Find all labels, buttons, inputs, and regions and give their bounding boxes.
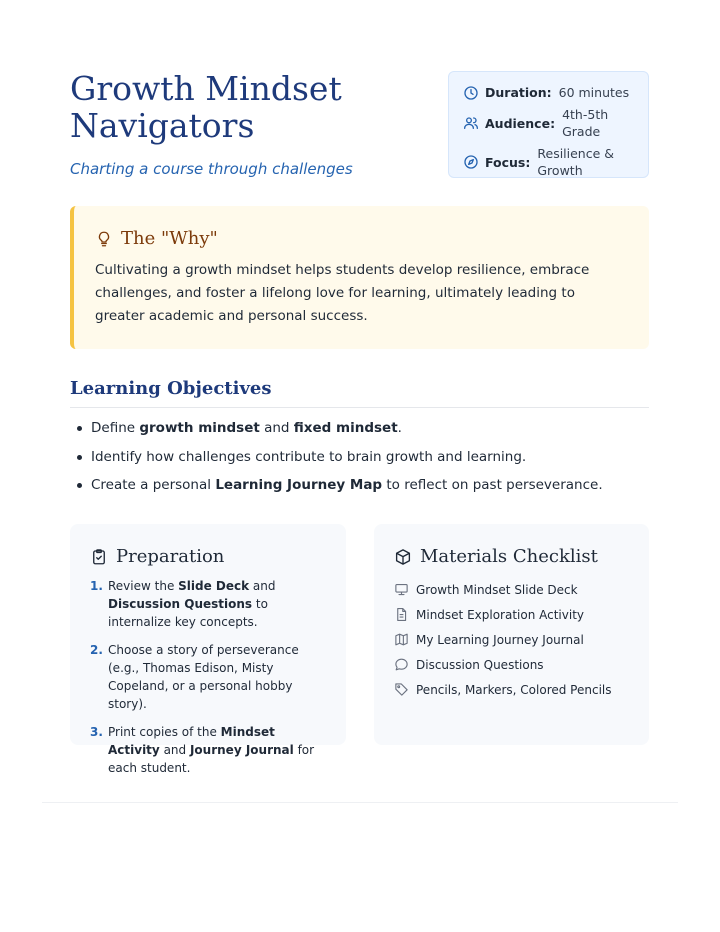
preparation-step xyxy=(90,641,326,713)
materials-list xyxy=(394,577,629,702)
material-item xyxy=(394,577,629,602)
objective-term: growth mindset xyxy=(139,420,260,436)
objective-term: fixed mindset xyxy=(293,420,398,436)
meta-focus xyxy=(463,145,634,179)
step-number: 3. xyxy=(90,725,103,739)
preparation-step xyxy=(90,723,326,777)
materials-title: Materials Checklist xyxy=(420,546,598,567)
objective-text: and xyxy=(259,420,294,436)
meta-audience-label: Audience: xyxy=(485,115,556,131)
compass-icon xyxy=(463,154,479,170)
preparation-header xyxy=(90,546,326,567)
objective-text: . xyxy=(397,420,402,436)
why-callout xyxy=(70,206,649,349)
map-icon xyxy=(394,632,409,647)
step-text-part: for each student. xyxy=(108,743,315,775)
objectives-title: Learning Objectives xyxy=(70,378,649,408)
meta-focus-label: Focus: xyxy=(485,154,531,170)
meta-duration-label: Duration: xyxy=(485,85,552,100)
step-number: 1. xyxy=(90,579,103,593)
step-text-part: and xyxy=(249,579,276,593)
document-icon xyxy=(394,607,409,622)
meta-duration-value: 60 minutes xyxy=(558,85,630,100)
material-label: Mindset Exploration Activity xyxy=(416,607,585,622)
lesson-meta-box xyxy=(448,71,649,178)
objective-item xyxy=(70,475,649,495)
materials-header xyxy=(394,546,629,567)
objective-item xyxy=(70,447,649,467)
why-text: Cultivating a growth mindset helps students develop resilience, embrace challenges, and foster a lifelong love for learning, ultimately leading to greater academic and personal success. xyxy=(95,262,590,324)
step-text xyxy=(108,723,326,777)
material-label: My Learning Journey Journal xyxy=(416,632,584,647)
step-term: Slide Deck xyxy=(178,579,250,593)
objective-text: Identify how challenges contribute to brain growth and learning. xyxy=(91,448,527,465)
users-icon xyxy=(463,115,479,131)
learning-objectives xyxy=(70,378,649,504)
objective-item xyxy=(70,418,649,438)
step-text xyxy=(108,641,326,713)
step-term: Journey Journal xyxy=(189,743,294,757)
tag-icon xyxy=(394,682,409,697)
objective-term: Learning Journey Map xyxy=(215,477,383,493)
material-item xyxy=(394,602,629,627)
objective-text: Define xyxy=(91,420,140,436)
preparation-title: Preparation xyxy=(116,546,225,567)
step-term: Mindset Activity xyxy=(108,725,275,757)
why-title: The "Why" xyxy=(121,228,218,249)
step-text-part: to internalize key concepts. xyxy=(108,597,268,629)
objectives-list xyxy=(70,418,649,495)
meta-audience-value: 4th-5th Grade xyxy=(562,107,609,139)
material-label: Pencils, Markers, Colored Pencils xyxy=(416,682,612,697)
preparation-card xyxy=(70,524,346,775)
clipboard-check-icon xyxy=(90,548,108,566)
objective-text: to reflect on past perseverance. xyxy=(382,477,603,493)
preparation-steps xyxy=(90,577,326,777)
clock-icon xyxy=(463,85,479,101)
step-text-part: Print copies of the xyxy=(108,725,221,739)
meta-focus-value: Resilience & Growth xyxy=(537,146,615,178)
page-title: Growth Mindset Navigators xyxy=(70,69,342,145)
footer-divider xyxy=(42,802,678,803)
page-subtitle: Charting a course through challenges xyxy=(70,160,353,178)
material-item xyxy=(394,627,629,652)
material-label: Discussion Questions xyxy=(416,657,544,672)
box-icon xyxy=(394,548,412,566)
meta-audience xyxy=(463,106,634,140)
materials-card xyxy=(374,524,649,745)
step-number: 2. xyxy=(90,643,103,657)
step-text-part: Choose a story of perseverance (e.g., Thomas Edison, Misty Copeland, or a personal hobby story). xyxy=(108,643,299,711)
material-label: Growth Mindset Slide Deck xyxy=(416,582,578,597)
step-text-part: Review the xyxy=(108,579,179,593)
chat-bubble-icon xyxy=(394,657,409,672)
material-item xyxy=(394,677,629,702)
preparation-step xyxy=(90,577,326,631)
why-header xyxy=(95,228,627,249)
step-text-part: and xyxy=(159,743,190,757)
material-item xyxy=(394,652,629,677)
step-term: Discussion Questions xyxy=(108,597,253,611)
objective-text: Create a personal xyxy=(91,477,216,493)
step-text xyxy=(108,577,326,631)
lightbulb-icon xyxy=(95,230,113,248)
meta-duration xyxy=(463,84,634,101)
monitor-icon xyxy=(394,582,409,597)
